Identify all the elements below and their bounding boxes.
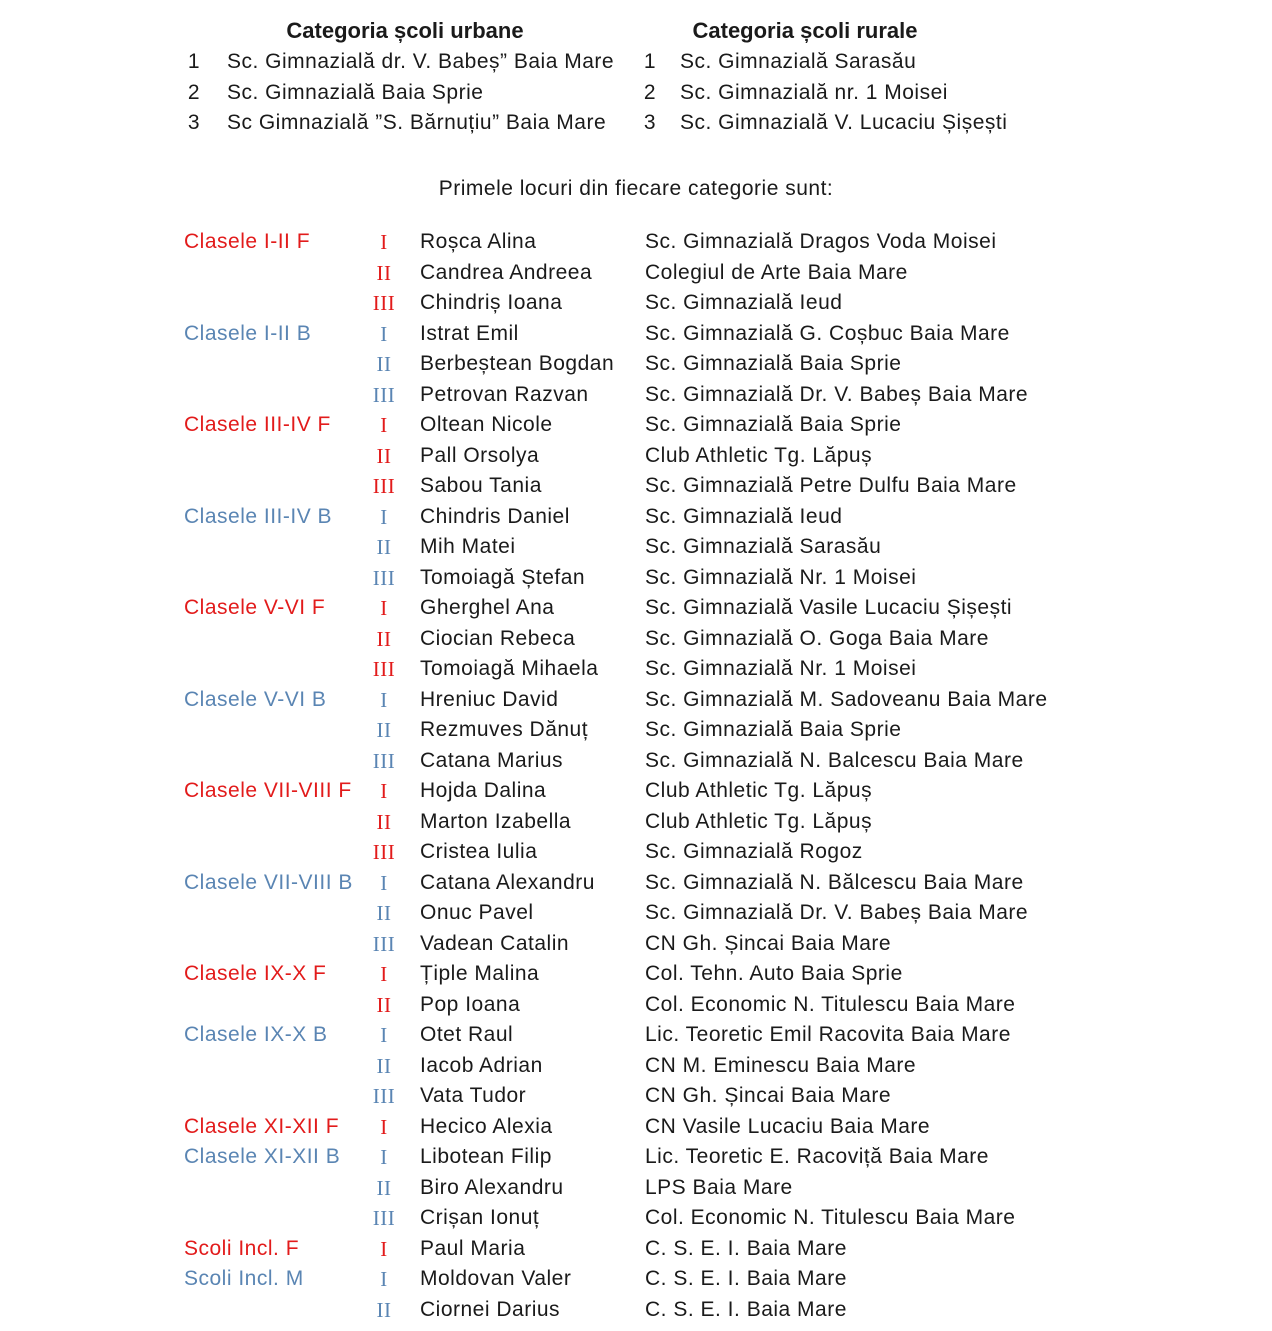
athlete-name: Petrovan Razvan (420, 382, 589, 406)
school-name: Sc. Gimnazială Dr. V. Babeș Baia Mare (645, 382, 1029, 406)
school-name: Sc. Gimnazială O. Goga Baia Mare (645, 626, 989, 650)
result-row (0, 625, 1272, 656)
place-rank: III (372, 657, 396, 681)
school-name: Sc Gimnazială ”S. Bărnuțiu” Baia Mare (227, 111, 607, 134)
class-category: Clasele VII-VIII F (184, 779, 352, 802)
school-name: CN Gh. Șincai Baia Mare (645, 1084, 892, 1107)
place-rank: I (380, 596, 388, 620)
athlete-name: Chindris Daniel (420, 504, 570, 528)
result-row (0, 991, 1272, 1022)
result-row (0, 1204, 1272, 1235)
school-name: Sc. Gimnazială N. Bălcescu Baia Mare (645, 870, 1024, 894)
class-category: Clasele VII-VIII B (184, 870, 353, 894)
place-rank: I (380, 1145, 388, 1169)
school-name: Sc. Gimnazială Ieud (645, 291, 843, 314)
result-row (0, 350, 1272, 381)
athlete-name: Crișan Ionuț (420, 1206, 540, 1229)
result-row (0, 564, 1272, 595)
athlete-name: Ciornei Darius (420, 1297, 561, 1321)
class-category: Clasele V-VI F (184, 596, 326, 619)
place-rank: III (372, 565, 396, 590)
result-row (0, 594, 1272, 625)
place-rank: I (380, 1236, 388, 1261)
school-name: Col. Economic N. Titulescu Baia Mare (645, 1206, 1016, 1229)
result-row (0, 1174, 1272, 1205)
result-row (0, 442, 1272, 473)
place-rank: II (376, 626, 392, 651)
class-category: Clasele XI-XII B (184, 1145, 341, 1168)
school-name: Sc. Gimnazială dr. V. Babeș” Baia Mare (227, 50, 615, 73)
place-rank: II (376, 1175, 392, 1200)
result-row (0, 1052, 1272, 1083)
place-rank: I (380, 870, 388, 895)
result-row (0, 747, 1272, 778)
result-row (0, 533, 1272, 564)
athlete-name: Libotean Filip (420, 1145, 552, 1168)
athlete-name: Hreniuc David (420, 687, 559, 711)
school-name: Club Athletic Tg. Lăpuș (645, 809, 873, 833)
result-row (0, 1082, 1272, 1113)
result-row (0, 259, 1272, 290)
athlete-name: Onuc Pavel (420, 901, 534, 924)
place-rank: III (372, 748, 396, 773)
result-row (0, 960, 1272, 991)
place-rank: III (372, 1084, 396, 1108)
result-row (0, 1235, 1272, 1266)
place-rank: I (380, 413, 388, 437)
class-category: Clasele I-II B (184, 321, 312, 345)
class-category: Scoli Incl. F (184, 1236, 300, 1260)
class-category: Scoli Incl. M (184, 1267, 304, 1290)
place-rank: III (372, 291, 396, 315)
athlete-name: Moldovan Valer (420, 1267, 572, 1290)
school-name: C. S. E. I. Baia Mare (645, 1236, 847, 1260)
school-name: LPS Baia Mare (645, 1175, 793, 1199)
place-rank: I (380, 504, 388, 529)
result-row (0, 472, 1272, 503)
school-name: Col. Economic N. Titulescu Baia Mare (645, 992, 1016, 1016)
athlete-name: Sabou Tania (420, 474, 542, 497)
athlete-name: Ciocian Rebeca (420, 626, 576, 650)
school-name: Sc. Gimnazială Baia Sprie (645, 413, 902, 436)
school-name: Club Athletic Tg. Lăpuș (645, 443, 873, 467)
school-name: Sc. Gimnazială N. Balcescu Baia Mare (645, 748, 1024, 772)
place-rank: I (380, 1023, 388, 1047)
school-name: Sc. Gimnazială Sarasău (645, 535, 882, 558)
school-name: Sc. Gimnazială Vasile Lucaciu Șișești (645, 596, 1013, 619)
result-row (0, 838, 1272, 869)
school-name: Sc. Gimnazială G. Coșbuc Baia Mare (645, 321, 1010, 345)
result-row (0, 1143, 1272, 1174)
athlete-name: Gherghel Ana (420, 596, 555, 619)
place-rank: II (376, 352, 392, 376)
athlete-name: Tomoiagă Ștefan (420, 565, 586, 589)
results-table (0, 228, 1272, 1326)
result-row (0, 228, 1272, 259)
result-row (0, 320, 1272, 351)
class-category: Clasele III-IV F (184, 413, 331, 436)
result-row (0, 869, 1272, 900)
athlete-name: Catana Marius (420, 748, 564, 772)
school-name: Sc. Gimnazială Baia Sprie (227, 81, 484, 104)
place-rank: I (380, 687, 388, 712)
place-rank: I (380, 779, 388, 803)
athlete-name: Berbeștean Bogdan (420, 352, 615, 375)
result-row (0, 777, 1272, 808)
school-name: Colegiul de Arte Baia Mare (645, 260, 908, 284)
school-name: Sc. Gimnazială Petre Dulfu Baia Mare (645, 474, 1017, 497)
place-rank: II (376, 260, 392, 285)
place-rank: II (376, 1053, 392, 1078)
place-rank: II (376, 443, 392, 468)
result-row (0, 899, 1272, 930)
place-rank: III (372, 382, 396, 407)
school-name: CN Gh. Șincai Baia Mare (645, 931, 892, 955)
school-name: Sc. Gimnazială Ieud (645, 504, 843, 528)
result-row (0, 503, 1272, 534)
athlete-name: Hecico Alexia (420, 1114, 553, 1138)
school-name: Sc. Gimnazială V. Lucaciu Șișești (680, 111, 1008, 134)
athlete-name: Pop Ioana (420, 992, 521, 1016)
athlete-name: Vadean Catalin (420, 931, 570, 955)
place-rank: I (380, 321, 388, 346)
place-rank: II (376, 535, 392, 559)
athlete-name: Candrea Andreea (420, 260, 593, 284)
place-rank: III (372, 474, 396, 498)
school-name: Sc. Gimnazială Sarasău (680, 50, 917, 73)
place-rank: II (376, 1297, 392, 1322)
result-row (0, 1296, 1272, 1327)
athlete-name: Tomoiagă Mihaela (420, 657, 599, 680)
athlete-name: Roșca Alina (420, 230, 537, 253)
athlete-name: Oltean Nicole (420, 413, 553, 436)
athlete-name: Vata Tudor (420, 1084, 527, 1107)
athlete-name: Țiple Malina (420, 962, 540, 985)
athlete-name: Iacob Adrian (420, 1053, 543, 1077)
school-name: Sc. Gimnazială nr. 1 Moisei (680, 81, 948, 104)
place-rank: III (372, 1206, 396, 1230)
result-row (0, 930, 1272, 961)
intro-text: Primele locuri din fiecare categorie sunt: (438, 177, 834, 200)
rank-number: 3 (187, 111, 201, 134)
place-rank: I (380, 962, 388, 986)
athlete-name: Rezmuves Dănuț (420, 718, 589, 741)
place-rank: II (376, 718, 392, 742)
result-row (0, 716, 1272, 747)
class-category: Clasele V-VI B (184, 687, 327, 711)
school-name: Lic. Teoretic Emil Racovita Baia Mare (645, 1023, 1011, 1046)
result-row (0, 808, 1272, 839)
school-name: C. S. E. I. Baia Mare (645, 1297, 847, 1321)
urban-category-title: Categoria școli urbane (286, 18, 524, 43)
class-category: Clasele XI-XII F (184, 1114, 340, 1138)
athlete-name: Pall Orsolya (420, 443, 540, 467)
school-name: Col. Tehn. Auto Baia Sprie (645, 962, 903, 985)
result-row (0, 655, 1272, 686)
place-rank: II (376, 992, 392, 1017)
athlete-name: Otet Raul (420, 1023, 514, 1046)
class-category: Clasele IX-X B (184, 1023, 328, 1046)
place-rank: I (380, 1114, 388, 1139)
athlete-name: Mih Matei (420, 535, 516, 558)
school-name: Lic. Teoretic E. Racoviță Baia Mare (645, 1145, 989, 1168)
school-name: Sc. Gimnazială Baia Sprie (645, 352, 902, 375)
place-rank: II (376, 901, 392, 925)
result-row (0, 289, 1272, 320)
school-name: Sc. Gimnazială Dr. V. Babeș Baia Mare (645, 901, 1029, 924)
athlete-name: Paul Maria (420, 1236, 526, 1260)
athlete-name: Biro Alexandru (420, 1175, 564, 1199)
athlete-name: Hojda Dalina (420, 779, 547, 802)
athlete-name: Istrat Emil (420, 321, 519, 345)
athlete-name: Catana Alexandru (420, 870, 595, 894)
rural-category-title: Categoria școli rurale (692, 18, 918, 43)
result-row (0, 411, 1272, 442)
place-rank: III (372, 840, 396, 864)
school-name: CN M. Eminescu Baia Mare (645, 1053, 917, 1077)
result-row (0, 1265, 1272, 1296)
result-row (0, 686, 1272, 717)
school-name: CN Vasile Lucaciu Baia Mare (645, 1114, 931, 1138)
athlete-name: Cristea Iulia (420, 840, 538, 863)
rank-number: 2 (643, 81, 657, 104)
school-name: Club Athletic Tg. Lăpuș (645, 779, 873, 802)
school-name: Sc. Gimnazială Dragos Voda Moisei (645, 230, 997, 253)
place-rank: III (372, 931, 396, 956)
class-category: Clasele I-II F (184, 230, 311, 253)
place-rank: I (380, 1267, 388, 1291)
result-row (0, 381, 1272, 412)
athlete-name: Marton Izabella (420, 809, 572, 833)
school-name: C. S. E. I. Baia Mare (645, 1267, 847, 1290)
school-name: Sc. Gimnazială M. Sadoveanu Baia Mare (645, 687, 1048, 711)
school-name: Sc. Gimnazială Nr. 1 Moisei (645, 657, 917, 680)
school-name: Sc. Gimnazială Rogoz (645, 840, 863, 863)
rank-number: 3 (643, 111, 657, 134)
rank-number: 1 (187, 50, 201, 73)
class-category: Clasele III-IV B (184, 504, 333, 528)
rank-number: 1 (643, 50, 657, 73)
athlete-name: Chindriș Ioana (420, 291, 563, 314)
rank-number: 2 (187, 81, 201, 104)
class-category: Clasele IX-X F (184, 962, 327, 985)
school-name: Sc. Gimnazială Nr. 1 Moisei (645, 565, 917, 589)
result-row (0, 1113, 1272, 1144)
place-rank: I (380, 230, 388, 254)
result-row (0, 1021, 1272, 1052)
place-rank: II (376, 809, 392, 834)
school-name: Sc. Gimnazială Baia Sprie (645, 718, 902, 741)
